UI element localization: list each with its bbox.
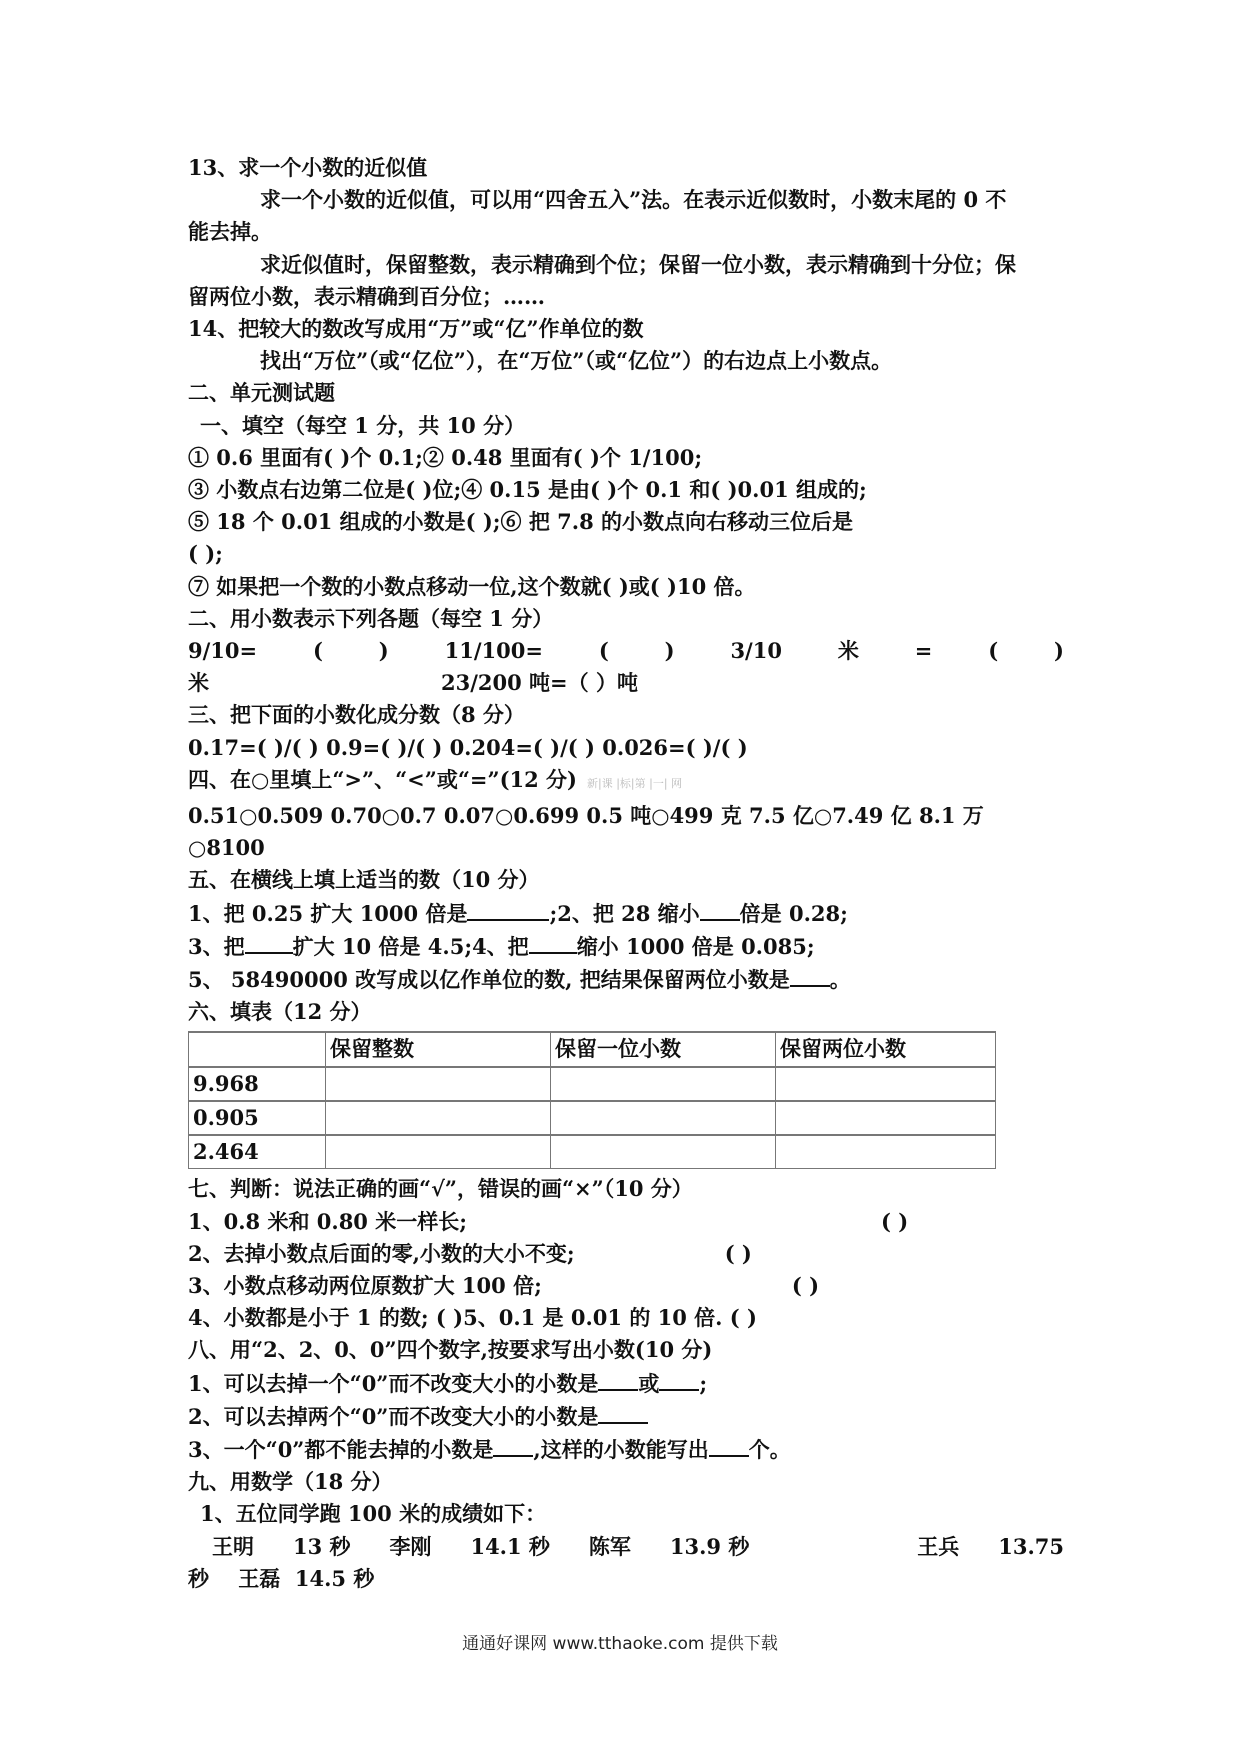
answer-cell[interactable] (776, 1135, 996, 1169)
section-13-title: 13、求一个小数的近似值 (188, 155, 428, 180)
question-1-line: ( ); (188, 541, 223, 567)
worksheet-page (188, 152, 1064, 1595)
q8-text: ; (699, 1370, 708, 1396)
question-7-line: 4、小数都是小于 1 的数; ( )5、0.1 是 0.01 的 10 倍. ( ) (188, 1305, 757, 1331)
q7-text: 1、0.8 米和 0.80 米一样长; (188, 1208, 467, 1234)
q2-equals: = (914, 638, 933, 664)
student-time: 13.9 秒 (669, 1533, 750, 1559)
question-4-line: 0.51○0.509 0.70○0.7 0.07○0.699 0.5 吨○499 克 7.5 亿○7.49 亿 8.1 万 (188, 803, 984, 829)
q2-unit: 米 (837, 638, 859, 664)
q7-paren: ( ) (791, 1272, 820, 1298)
question-3-title: 三、把下面的小数化成分数（8 分） (188, 702, 525, 728)
question-7-title: 七、判断：说法正确的画“√”，错误的画“×”（10 分） (188, 1176, 693, 1202)
q2-paren: ) (664, 638, 675, 664)
question-1-title: 一、填空（每空 1 分，共 10 分） (200, 412, 526, 438)
q5-text: ;2、把 28 缩小 (549, 900, 700, 926)
q5-text: 1、把 0.25 扩大 1000 倍是 (188, 900, 468, 926)
question-8-title: 八、用“2、2、0、0”四个数字,按要求写出小数(10 分) (188, 1337, 713, 1363)
answer-blank[interactable] (790, 963, 830, 987)
q7-text: 3、小数点移动两位原数扩大 100 倍; (188, 1272, 542, 1298)
question-5-line (188, 930, 1064, 963)
student-time: 13.75 (998, 1533, 1064, 1559)
q7-text: 2、去掉小数点后面的零,小数的大小不变; (188, 1240, 575, 1266)
q2-paren: ) (378, 638, 389, 664)
section-13-text: 能去掉。 (188, 219, 272, 245)
section-13-text: 求一个小数的近似值，可以用“四舍五入”法。在表示近似数时，小数末尾的 0 不 (260, 187, 1007, 213)
page-footer: 通通好课网 www.tthaoke.com 提供下载 (462, 1634, 778, 1654)
table-header: 保留一位小数 (551, 1032, 776, 1066)
answer-blank[interactable] (493, 1433, 533, 1457)
section-14-title: 14、把较大的数改写成用“万”或“亿”作单位的数 (188, 316, 644, 342)
question-2-line (188, 667, 1064, 699)
table-header-row (189, 1032, 996, 1066)
q5-text: 5、 58490000 改写成以亿作单位的数, 把结果保留两位小数是 (188, 967, 790, 993)
question-8-line (188, 1433, 1064, 1466)
question-9-line: 秒 王磊 14.5 秒 (188, 1565, 375, 1591)
question-9-line (188, 1531, 1064, 1563)
question-6-title: 六、填表（12 分） (188, 999, 372, 1025)
question-9-line: 1、五位同学跑 100 米的成绩如下： (200, 1501, 547, 1527)
question-1-line: ③ 小数点右边第二位是( )位;④ 0.15 是由( )个 0.1 和( )0.01 组成的; (188, 477, 867, 503)
question-5-title: 五、在横线上填上适当的数（10 分） (188, 867, 540, 893)
student-name: 陈军 (588, 1533, 631, 1559)
q2-item: 23/200 吨=（ ）吨 (441, 670, 638, 696)
q2-paren: ( (312, 638, 323, 664)
student-time: 13 秒 (292, 1533, 351, 1559)
section-13-text: 求近似值时，保留整数，表示精确到个位；保留一位小数，表示精确到十分位；保 (260, 251, 1016, 277)
student-name: 王明 (212, 1533, 254, 1559)
answer-cell[interactable] (551, 1101, 776, 1135)
table-row-label: 2.464 (189, 1135, 326, 1169)
answer-blank[interactable] (598, 1367, 638, 1391)
question-1-line: ① 0.6 里面有( )个 0.1;② 0.48 里面有( )个 1/100; (188, 444, 703, 470)
answer-cell[interactable] (776, 1101, 996, 1135)
q2-paren: ( (598, 638, 609, 664)
q8-text: ,这样的小数能写出 (533, 1436, 709, 1462)
watermark-text: 新|课 |标|第 |一| 网 (587, 776, 683, 790)
q8-text: 2、可以去掉两个“0”而不改变大小的小数是 (188, 1403, 599, 1429)
q8-text: 3、一个“0”都不能去掉的小数是 (188, 1436, 494, 1462)
question-4-title (188, 764, 1064, 800)
table-header (189, 1032, 326, 1066)
q8-text: 或 (638, 1370, 660, 1396)
answer-cell[interactable] (551, 1067, 776, 1101)
answer-cell[interactable] (326, 1101, 551, 1135)
answer-cell[interactable] (326, 1135, 551, 1169)
part-2-title: 二、单元测试题 (188, 380, 335, 406)
table-header: 保留整数 (326, 1032, 551, 1066)
question-2-title: 二、用小数表示下列各题（每空 1 分） (188, 605, 554, 631)
question-8-line (188, 1400, 1064, 1433)
q5-text: 。 (829, 967, 851, 993)
question-7-line (188, 1206, 1064, 1238)
question-5-line (188, 963, 1064, 996)
answer-blank[interactable] (245, 930, 293, 954)
q7-paren: ( ) (880, 1208, 909, 1234)
student-name: 王兵 (917, 1533, 960, 1559)
q8-text: 个。 (748, 1436, 791, 1462)
q5-text: 缩小 1000 倍是 0.085; (576, 933, 815, 959)
rounding-table (188, 1031, 996, 1169)
section-13-text: 留两位小数，表示精确到百分位；…… (188, 283, 545, 309)
answer-blank[interactable] (529, 930, 577, 954)
answer-blank[interactable] (700, 897, 740, 921)
question-3-line: 0.17=( )/( ) 0.9=( )/( ) 0.204=( )/( ) 0.026=( )/( ) (188, 734, 748, 760)
q5-text: 3、把 (188, 933, 245, 959)
q2-paren: ( (988, 638, 999, 664)
q2-item: 11/100= (444, 638, 543, 664)
table-header: 保留两位小数 (776, 1032, 996, 1066)
answer-blank[interactable] (598, 1400, 648, 1424)
question-2-line (188, 635, 1064, 667)
answer-cell[interactable] (326, 1067, 551, 1101)
answer-blank[interactable] (709, 1433, 749, 1457)
student-name: 李刚 (389, 1533, 432, 1559)
table-row-label: 9.968 (189, 1067, 326, 1101)
table-row (189, 1067, 996, 1101)
table-row (189, 1135, 996, 1169)
question-7-line (188, 1238, 1064, 1270)
section-14-text: 找出“万位”（或“亿位”），在“万位”（或“亿位”）的右边点上小数点。 (260, 348, 893, 374)
answer-blank[interactable] (467, 897, 549, 921)
q2-paren: ) (1054, 638, 1064, 664)
question-8-line (188, 1367, 1064, 1400)
student-time: 14.1 秒 (470, 1533, 550, 1559)
question-4-title-text: 四、在○里填上“>”、“<”或“=”(12 分) (188, 766, 577, 792)
question-9-title: 九、用数学（18 分） (188, 1469, 393, 1495)
q5-text: 扩大 10 倍是 4.5;4、把 (292, 933, 529, 959)
question-1-line: ⑦ 如果把一个数的小数点移动一位,这个数就( )或( )10 倍。 (188, 573, 756, 599)
question-5-line (188, 897, 1064, 930)
question-7-line (188, 1270, 1064, 1302)
answer-cell[interactable] (551, 1135, 776, 1169)
q5-text: 倍是 0.28; (739, 900, 848, 926)
answer-blank[interactable] (659, 1367, 699, 1391)
q7-paren: ( ) (724, 1240, 752, 1266)
table-row-label: 0.905 (189, 1101, 326, 1135)
answer-cell[interactable] (776, 1067, 996, 1101)
q8-text: 1、可以去掉一个“0”而不改变大小的小数是 (188, 1370, 599, 1396)
question-1-line: ⑤ 18 个 0.01 组成的小数是( );⑥ 把 7.8 的小数点向右移动三位后是 (188, 509, 854, 535)
q2-item: 3/10 (730, 638, 782, 664)
table-row (189, 1101, 996, 1135)
q2-unit: 米 (188, 670, 209, 696)
q2-item: 9/10= (188, 638, 258, 664)
question-4-line: ○8100 (188, 835, 265, 861)
